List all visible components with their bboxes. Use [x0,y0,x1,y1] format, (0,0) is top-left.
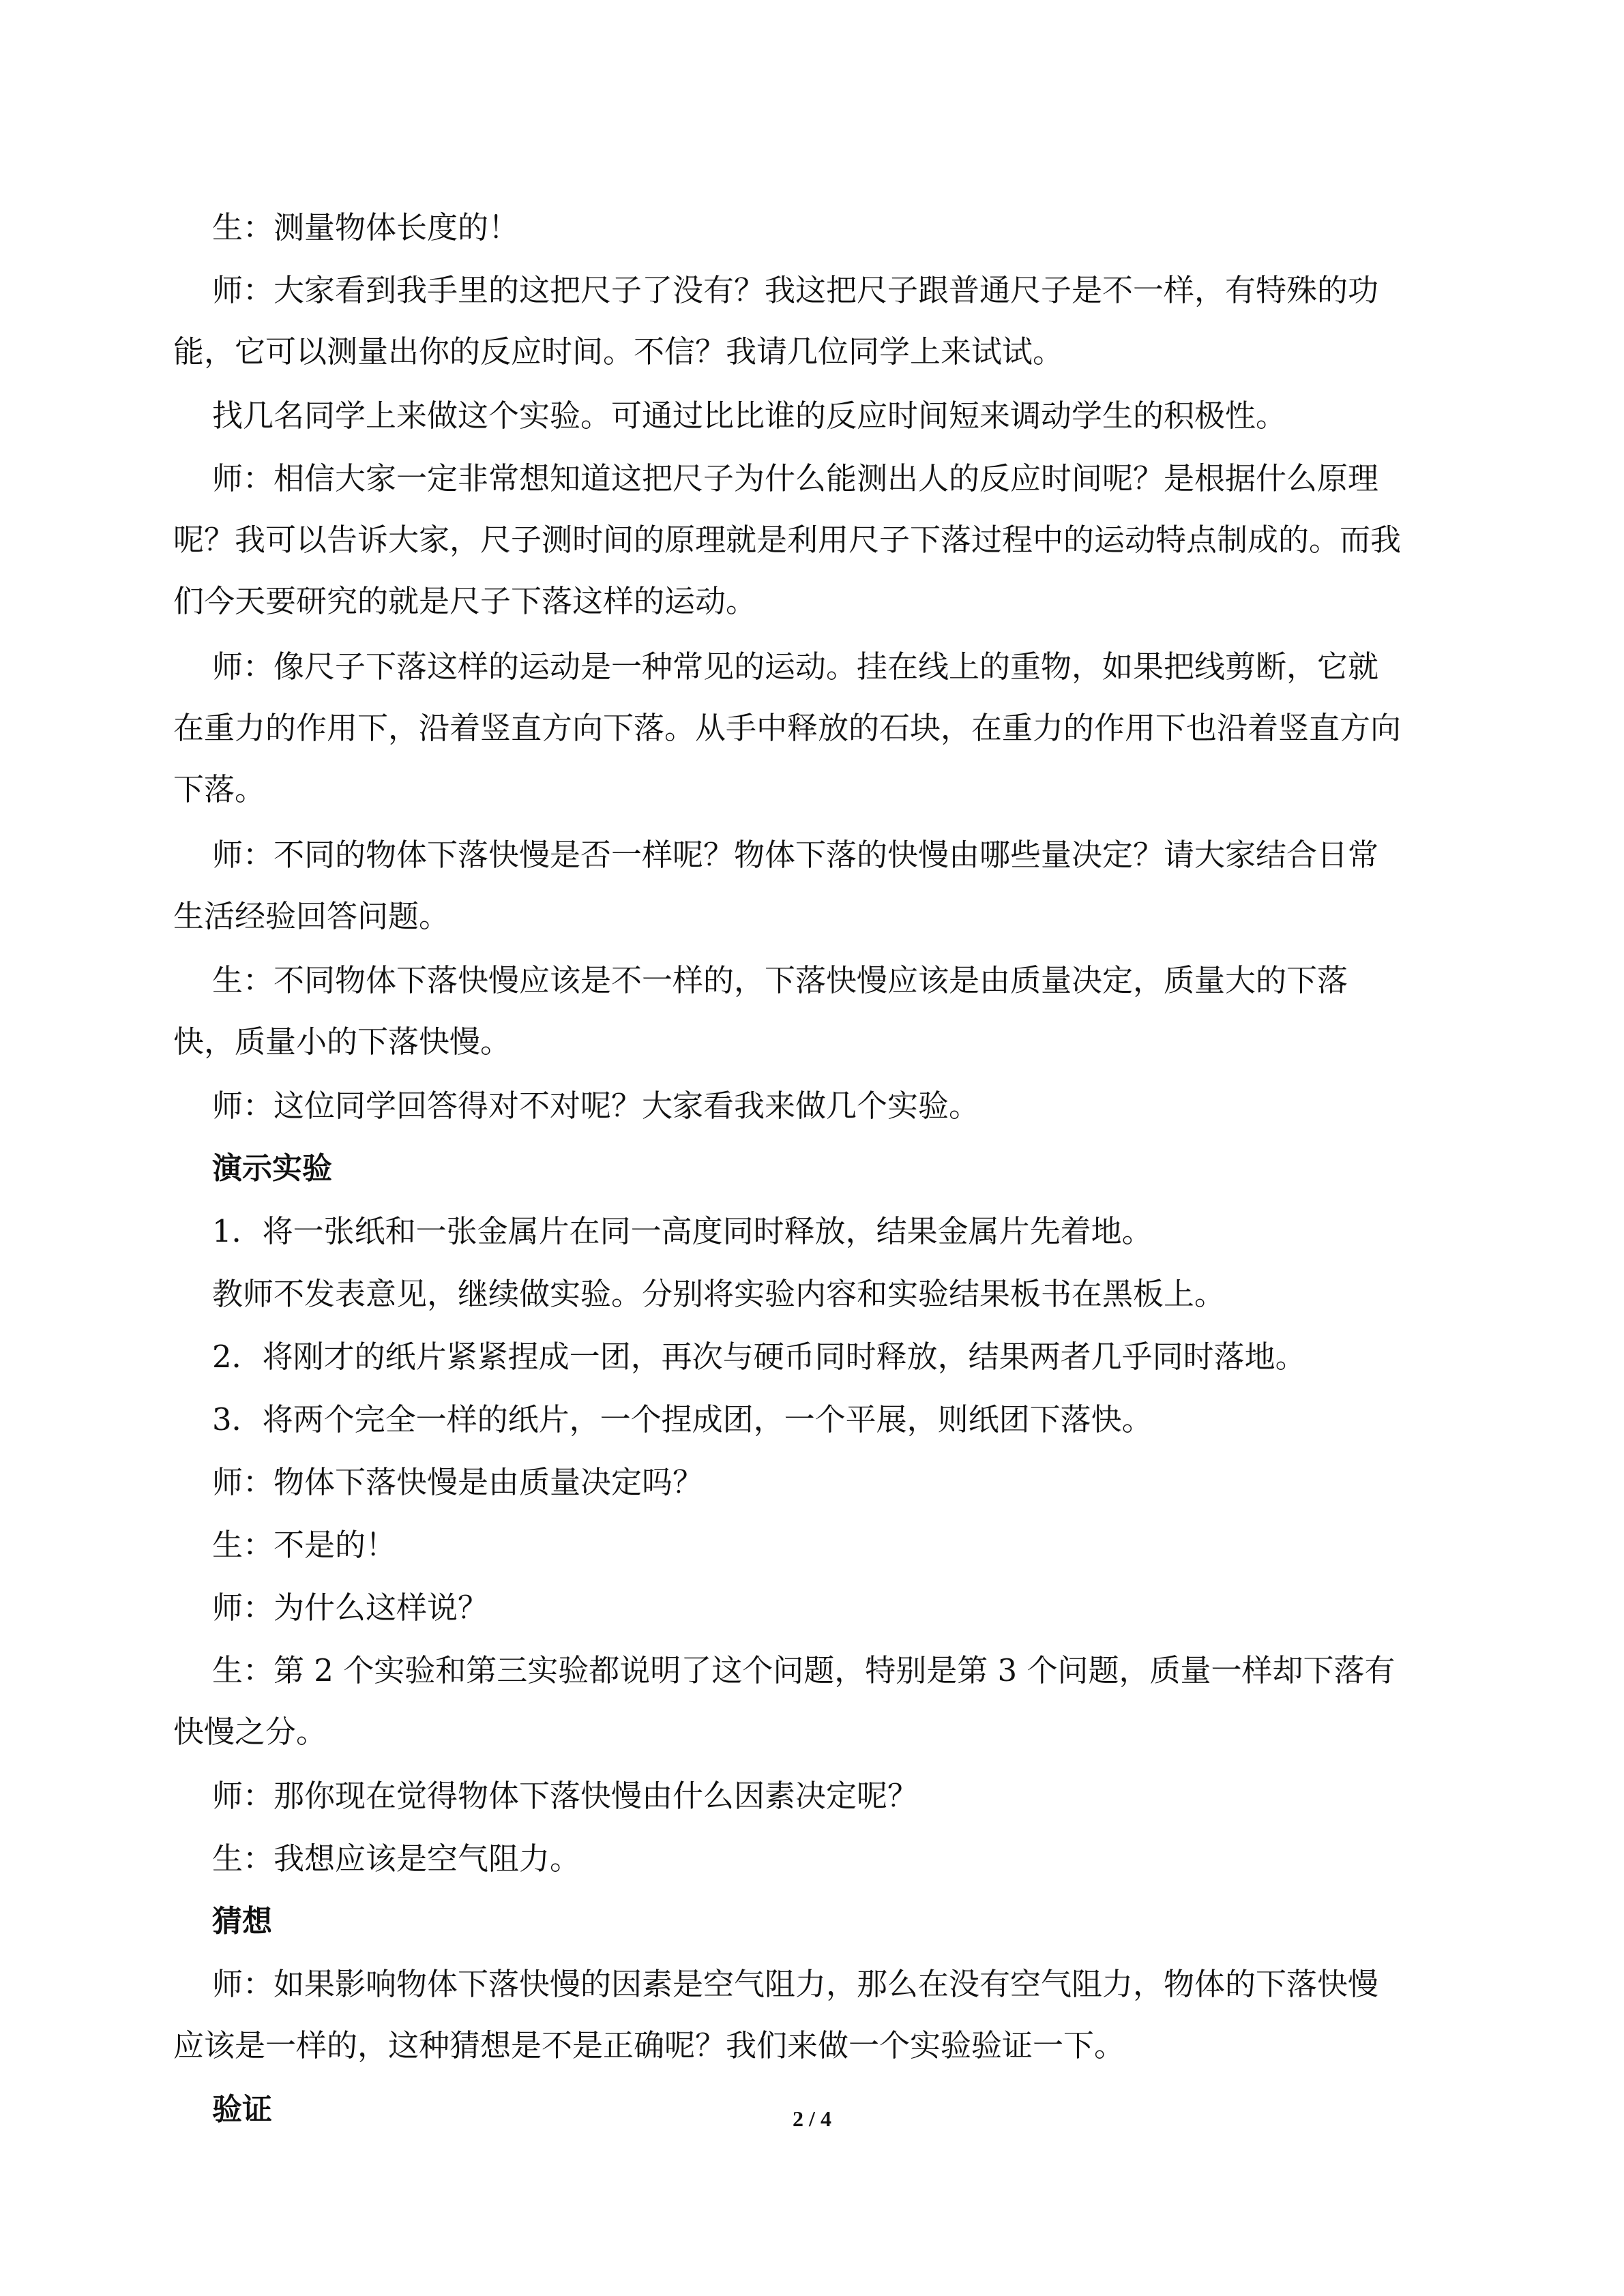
paragraph-14 [173,1515,1462,1576]
paragraph-18 [173,1828,1462,1890]
paragraph-1 [173,197,1462,258]
text-line: 师：像尺子下落这样的运动是一种常见的运动。挂在线上的重物，如果把线剪断，它就 [212,648,1379,685]
text-line: 教师不发表意见，继续做实验。分别将实验内容和实验结果板书在黑板上。 [212,1276,1226,1312]
page-number: 2 / 4 [793,2106,831,2131]
paragraph-11 [173,1326,1462,1388]
heading-text: 演示实验 [212,1151,332,1186]
paragraph-9 [173,1201,1462,1262]
text-line: 3．将两个完全一样的纸片，一个捏成团，一个平展，则纸团下落快。 [212,1401,1153,1437]
text-line: 们今天要研究的就是尺子下落这样的运动。 [173,583,757,619]
section-heading-hypothesis [173,1891,1462,1952]
paragraph-8 [173,1075,1462,1137]
text-line: 能，它可以测量出你的反应时间。不信？我请几位同学上来试试。 [173,333,1064,370]
paragraph-15 [173,1577,1462,1639]
paragraph-3 [173,385,1462,447]
text-line: 找几名同学上来做这个实验。可通过比比谁的反应时间短来调动学生的积极性。 [212,398,1287,434]
paragraph-2 [173,260,1462,383]
text-line: 1．将一张纸和一张金属片在同一高度同时释放，结果金属片先着地。 [212,1213,1153,1249]
text-line: 生：我想应该是空气阻力。 [212,1840,581,1877]
paragraph-7 [173,950,1462,1073]
text-line: 在重力的作用下，沿着竖直方向下落。从手中释放的石块，在重力的作用下也沿着竖直方向 [173,710,1402,746]
text-line: 生：第 2 个实验和第三实验都说明了这个问题，特别是第 3 个问题，质量一样却下落有 [212,1652,1396,1688]
text-line: 下落。 [173,771,266,807]
text-line: 快，质量小的下落快慢。 [173,1024,512,1060]
text-line: 师：大家看到我手里的这把尺子了没有？我这把尺子跟普通尺子是不一样，有特殊的功 [212,272,1379,308]
text-line: 生：测量物体长度的！ [212,209,520,245]
paragraph-6 [173,824,1462,947]
paragraph-19 [173,1954,1462,2076]
text-line: 生活经验回答问题。 [173,898,450,934]
section-heading-demo [173,1138,1462,1199]
paragraph-10 [173,1264,1462,1325]
text-line: 呢？我可以告诉大家，尺子测时间的原理就是利用尺子下落过程中的运动特点制成的。而我 [173,522,1402,558]
text-line: 师：不同的物体下落快慢是否一样呢？物体下落的快慢由哪些量决定？请大家结合日常 [212,837,1379,873]
paragraph-5 [173,636,1462,820]
text-line: 师：这位同学回答得对不对呢？大家看我来做几个实验。 [212,1088,980,1124]
paragraph-4 [173,448,1462,632]
text-line: 生：不同物体下落快慢应该是不一样的，下落快慢应该是由质量决定，质量大的下落 [212,962,1348,998]
paragraph-16 [173,1640,1462,1763]
text-line: 2．将刚才的纸片紧紧捏成一团，再次与硬币同时释放，结果两者几乎同时落地。 [212,1339,1306,1375]
text-line: 师：相信大家一定非常想知道这把尺子为什么能测出人的反应时间呢？是根据什么原理 [212,460,1379,496]
paragraph-12 [173,1389,1462,1450]
text-line: 师：为什么这样说？ [212,1590,489,1626]
paragraph-13 [173,1452,1462,1513]
text-line: 应该是一样的，这种猜想是不是正确呢？我们来做一个实验验证一下。 [173,2027,1125,2063]
text-line: 师：如果影响物体下落快慢的因素是空气阻力，那么在没有空气阻力，物体的下落快慢 [212,1966,1379,2002]
paragraph-17 [173,1765,1462,1827]
text-line: 师：物体下落快慢是由质量决定吗？ [212,1464,704,1500]
text-line: 生：不是的！ [212,1527,397,1563]
text-line: 师：那你现在觉得物体下落快慢由什么因素决定呢？ [212,1778,919,1814]
heading-text: 猜想 [212,1904,272,1939]
text-line: 快慢之分。 [173,1714,327,1750]
heading-text: 验证 [212,2092,272,2127]
